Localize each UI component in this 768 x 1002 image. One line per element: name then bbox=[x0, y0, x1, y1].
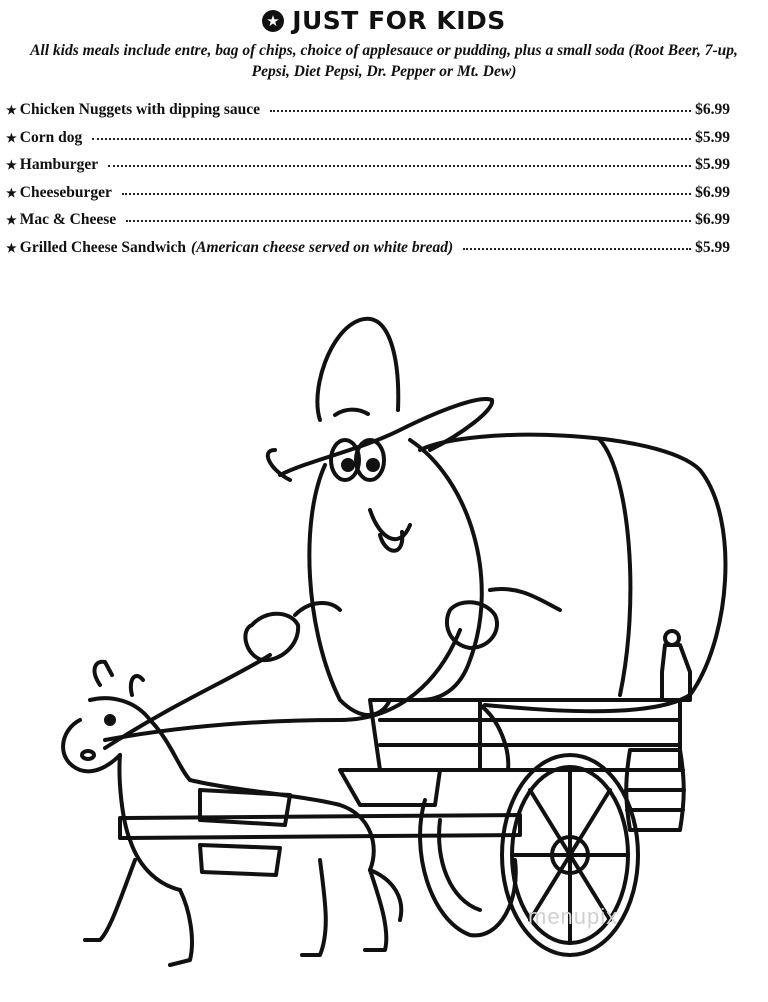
menu-item-price: $6.99 bbox=[695, 183, 730, 201]
star-icon: ★ bbox=[6, 130, 17, 145]
circled-star-icon: ★ bbox=[262, 10, 284, 32]
menu-item bbox=[6, 184, 730, 212]
dot-leader bbox=[126, 216, 691, 222]
page-title bbox=[262, 6, 506, 36]
cowboy bbox=[245, 319, 560, 715]
menu-item-name: Cheeseburger bbox=[19, 183, 112, 201]
menu-item-name: Corn dog bbox=[19, 128, 83, 146]
wagon-brace bbox=[480, 705, 508, 770]
menu-item bbox=[6, 101, 730, 129]
menu-item bbox=[6, 156, 730, 184]
menu-item-description: (American cheese served on white bread) bbox=[190, 238, 454, 256]
kids-menu-list bbox=[6, 101, 730, 266]
page-title-text: JUST FOR KIDS bbox=[292, 6, 506, 35]
menu-item-name: Chicken Nuggets with dipping sauce bbox=[19, 101, 261, 118]
star-icon: ★ bbox=[6, 240, 17, 255]
menu-item-name: Hamburger bbox=[19, 156, 99, 173]
menu-item bbox=[6, 211, 730, 239]
menu-item bbox=[6, 239, 730, 267]
dot-leader bbox=[122, 189, 691, 195]
kids-meal-intro: All kids meals include entre, bag of chips, choice of applesauce or pudding, plus a small soda (Root Beer, 7-up, Pepsi, Diet Pepsi, Dr. Pepper or Mt. Dew) bbox=[30, 42, 738, 80]
lantern-icon bbox=[662, 631, 690, 700]
menu-item-price: $6.99 bbox=[695, 101, 730, 118]
dot-leader bbox=[270, 106, 691, 112]
menu-item-price: $5.99 bbox=[695, 156, 730, 173]
menu-item-price: $5.99 bbox=[695, 238, 730, 256]
star-icon: ★ bbox=[6, 158, 17, 172]
star-icon: ★ bbox=[6, 103, 17, 117]
wagon-shafts bbox=[120, 770, 520, 838]
menu-header bbox=[0, 6, 768, 82]
menu-item-price: $6.99 bbox=[695, 211, 730, 228]
menu-item-name: Mac & Cheese bbox=[19, 211, 117, 228]
watermark: menupix bbox=[528, 904, 619, 929]
menu-item-name: Grilled Cheese Sandwich bbox=[19, 238, 186, 256]
dot-leader bbox=[463, 244, 691, 250]
star-icon: ★ bbox=[6, 185, 17, 200]
dot-leader bbox=[92, 134, 691, 140]
dot-leader bbox=[108, 161, 691, 167]
star-icon: ★ bbox=[6, 213, 17, 227]
menu-item-price: $5.99 bbox=[695, 128, 730, 146]
cowboy-wagon-illustration bbox=[40, 300, 760, 990]
menu-item bbox=[6, 129, 730, 157]
